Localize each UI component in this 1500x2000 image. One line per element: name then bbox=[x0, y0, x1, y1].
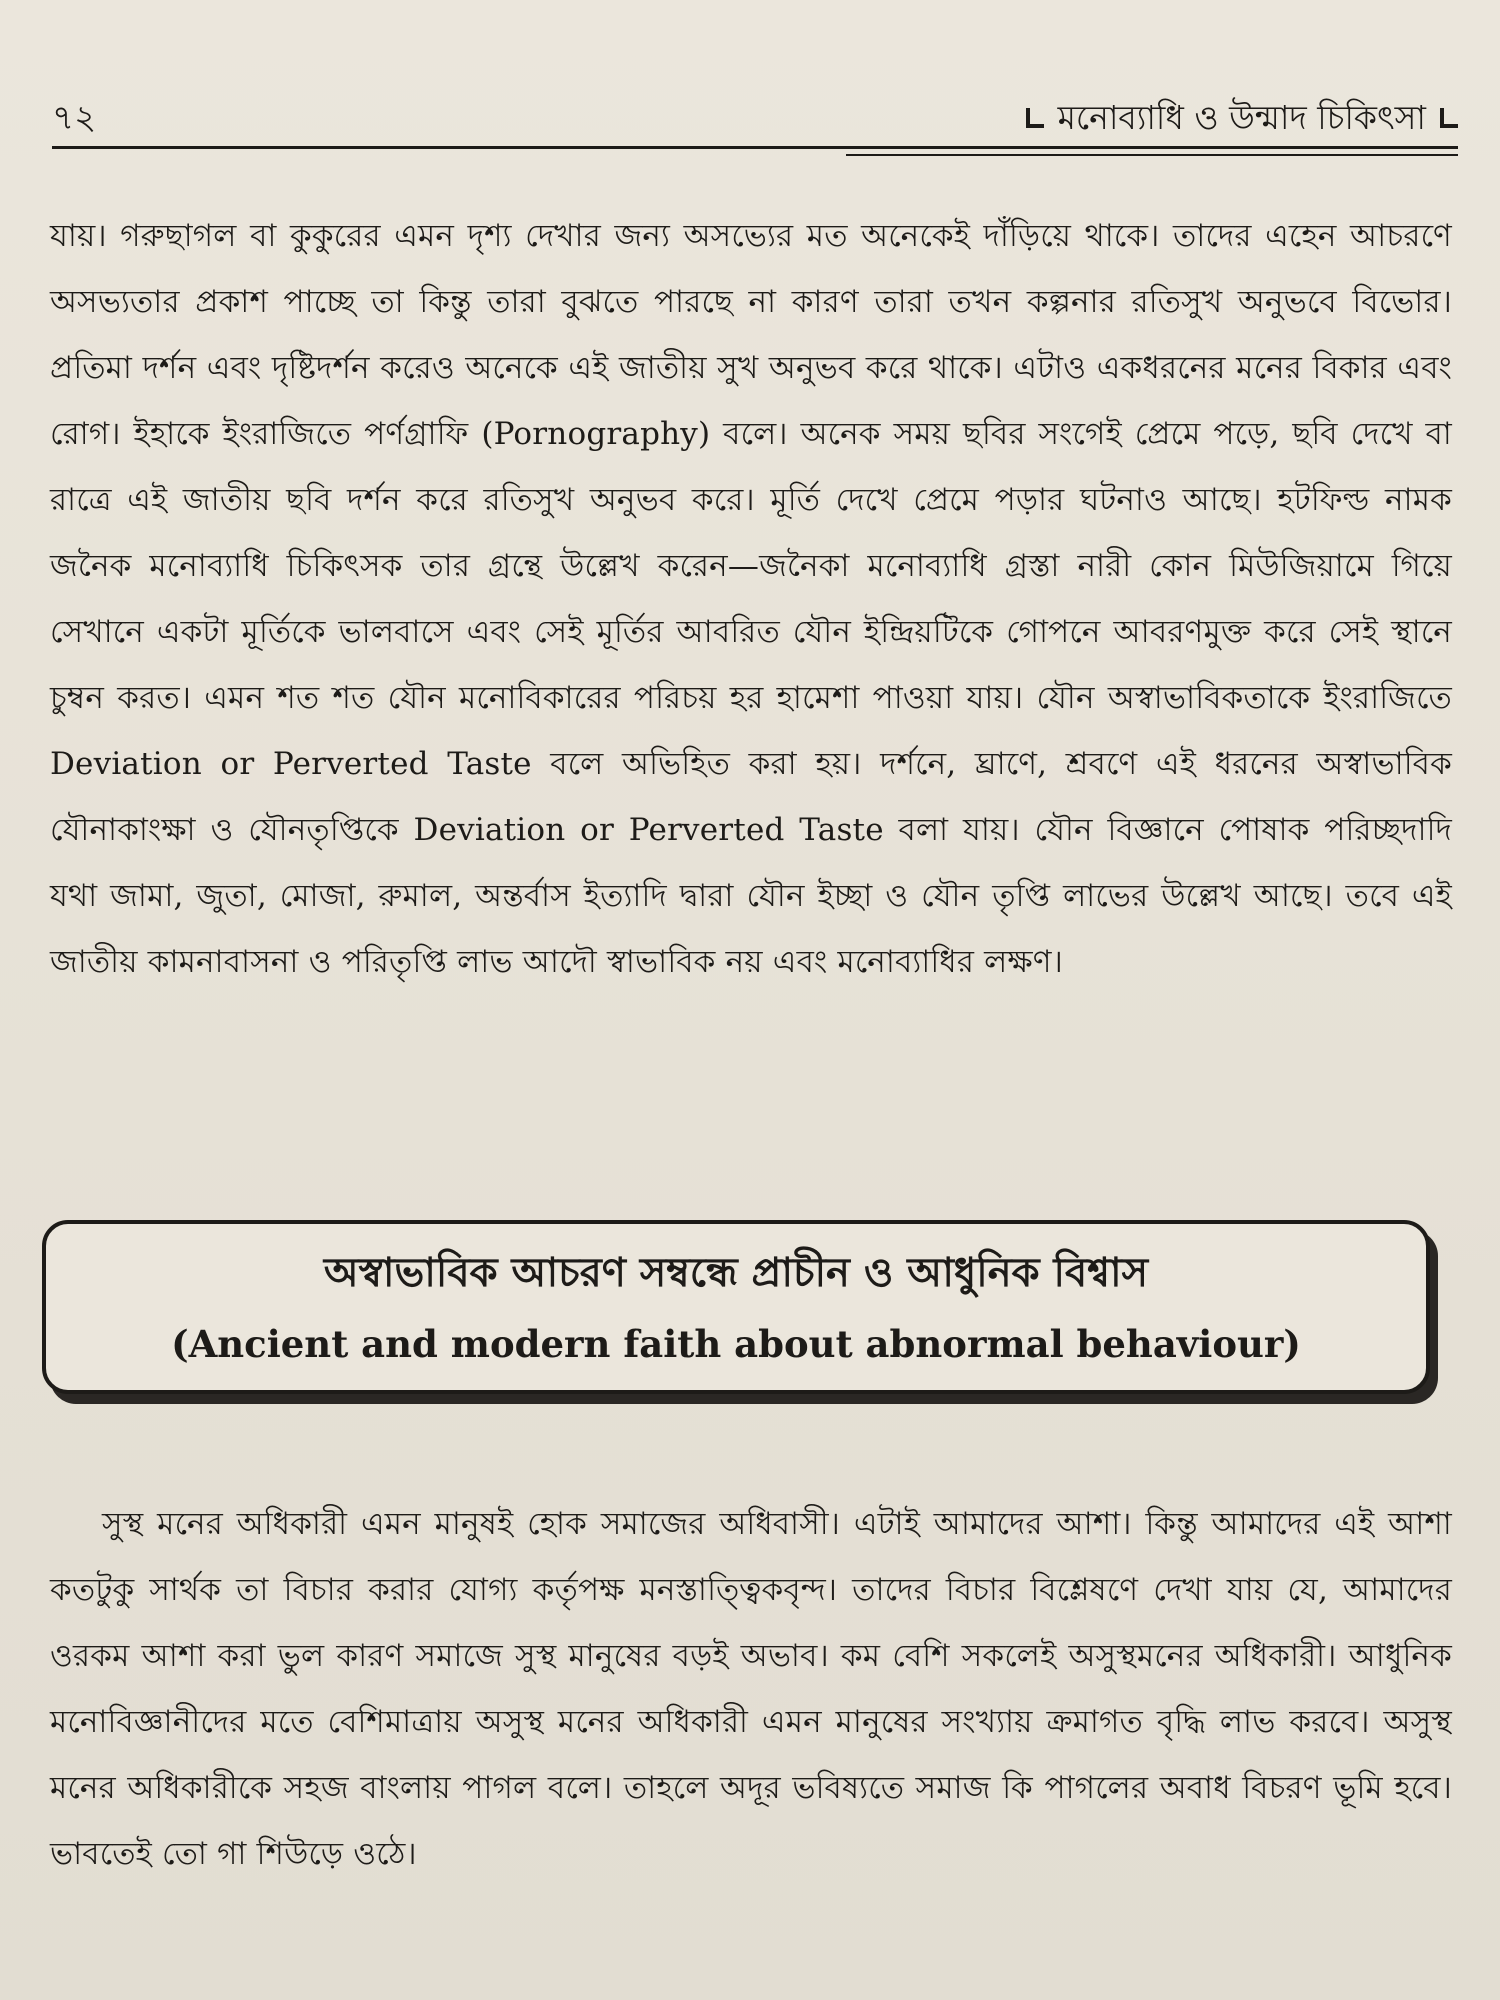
paragraph-first: যায়। গরুছাগল বা কুকুরের এমন দৃশ্য দেখার জন্য অসভ্যের মত অনেকেই দাঁড়িয়ে থাকে। তাদের এহেন আচরণে অসভ্যতার প্রকাশ পাচ্ছে তা কিন্তু তারা বুঝতে পারছে না কারণ তারা তখন কল্পনার রতিসুখ অনুভবে বিভোর। প্রতিমা দর্শন এবং দৃষ্টিদর্শন করেও অনেকে এই জাতীয় সুখ অনুভব করে থাকে। এটাও একধরনের মনের বিকার এবং রোগ। ইহাকে ইংরাজিতে পর্ণগ্রাফি (Pornography) বলে। অনেক সময় ছবির সংগেই প্রেমে পড়ে, ছবি দেখে বা রাত্রে এই জাতীয় ছবি দর্শন করে রতিসুখ অনুভব করে। মূর্তি দেখে প্রেমে পড়ার ঘটনাও আছে। হটফিল্ড নামক জনৈক মনোব্যাধি চিকিৎসক তার গ্রন্থে উল্লেখ করেন—জনৈকা মনোব্যাধি গ্রস্তা নারী কোন মিউজিয়ামে গিয়ে সেখানে একটা মূর্তিকে ভালবাসে এবং সেই মূর্তির আবরিত যৌন ইন্দ্রিয়টিকে গোপনে আবরণমুক্ত করে সেই স্থানে চুম্বন করত। এমন শত শত যৌন মনোবিকারের পরিচয় হর হামেশা পাওয়া যায়। যৌন অস্বাভাবিকতাকে ইংরাজিতে Deviation or Perverted Taste বলে অভিহিত করা হয়। দর্শনে, ঘ্রাণে, শ্রবণে এই ধরনের অস্বাভাবিক যৌনাকাংক্ষা ও যৌনতৃপ্তিকে Deviation or Perverted Taste বলা যায়। যৌন বিজ্ঞানে পোষাক পরিচ্ছদাদি যথা জামা, জুতা, মোজা, রুমাল, অন্তর্বাস ইত্যাদি দ্বারা যৌন ইচ্ছা ও যৌন তৃপ্তি লাভের উল্লেখ আছে। তবে এই জাতীয় কামনাবাসনা ও পরিতৃপ্তি লাভ আদৌ স্বাভাবিক নয় এবং মনোব্যাধির লক্ষণ। bbox=[50, 218, 1452, 980]
page-number: ৭২ bbox=[52, 98, 97, 138]
corner-bracket-icon bbox=[1440, 108, 1458, 128]
header-rule bbox=[52, 146, 1458, 149]
section-heading-box bbox=[42, 1220, 1430, 1394]
running-header bbox=[1026, 96, 1458, 140]
corner-bracket-icon bbox=[1026, 108, 1044, 128]
section-heading-bengali: অস্বাভাবিক আচরণ সম্বন্ধে প্রাচীন ও আধুনিক বিশ্বাস bbox=[323, 1250, 1149, 1296]
paragraph-second: সুস্থ মনের অধিকারী এমন মানুষই হোক সমাজের অধিবাসী। এটাই আমাদের আশা। কিন্তু আমাদের এই আশা কতটুকু সার্থক তা বিচার করার যোগ্য কর্তৃপক্ষ মনস্তাত্ত্বিকবৃন্দ। তাদের বিচার বিশ্লেষণে দেখা যায় যে, আমাদের ওরকম আশা করা ভুল কারণ সমাজে সুস্থ মানুষের বড়ই অভাব। কম বেশি সকলেই অসুস্থমনের অধিকারী। আধুনিক মনোবিজ্ঞানীদের মতে বেশিমাত্রায় অসুস্থ মনের অধিকারী এমন মানুষের সংখ্যায় ক্রমাগত বৃদ্ধি লাভ করবে। অসুস্থ মনের অধিকারীকে সহজ বাংলায় পাগল বলে। তাহলে অদূর ভবিষ্যতে সমাজ কি পাগলের অবাধ বিচরণ ভূমি হবে। ভাবতেই তো গা শিউড়ে ওঠে। bbox=[50, 1506, 1452, 1872]
running-title: মনোব্যাধি ও উন্মাদ চিকিৎসা bbox=[1057, 98, 1426, 137]
header-rule-secondary bbox=[846, 154, 1458, 156]
section-heading-english: (Ancient and modern faith about abnormal behaviour) bbox=[171, 1322, 1301, 1366]
